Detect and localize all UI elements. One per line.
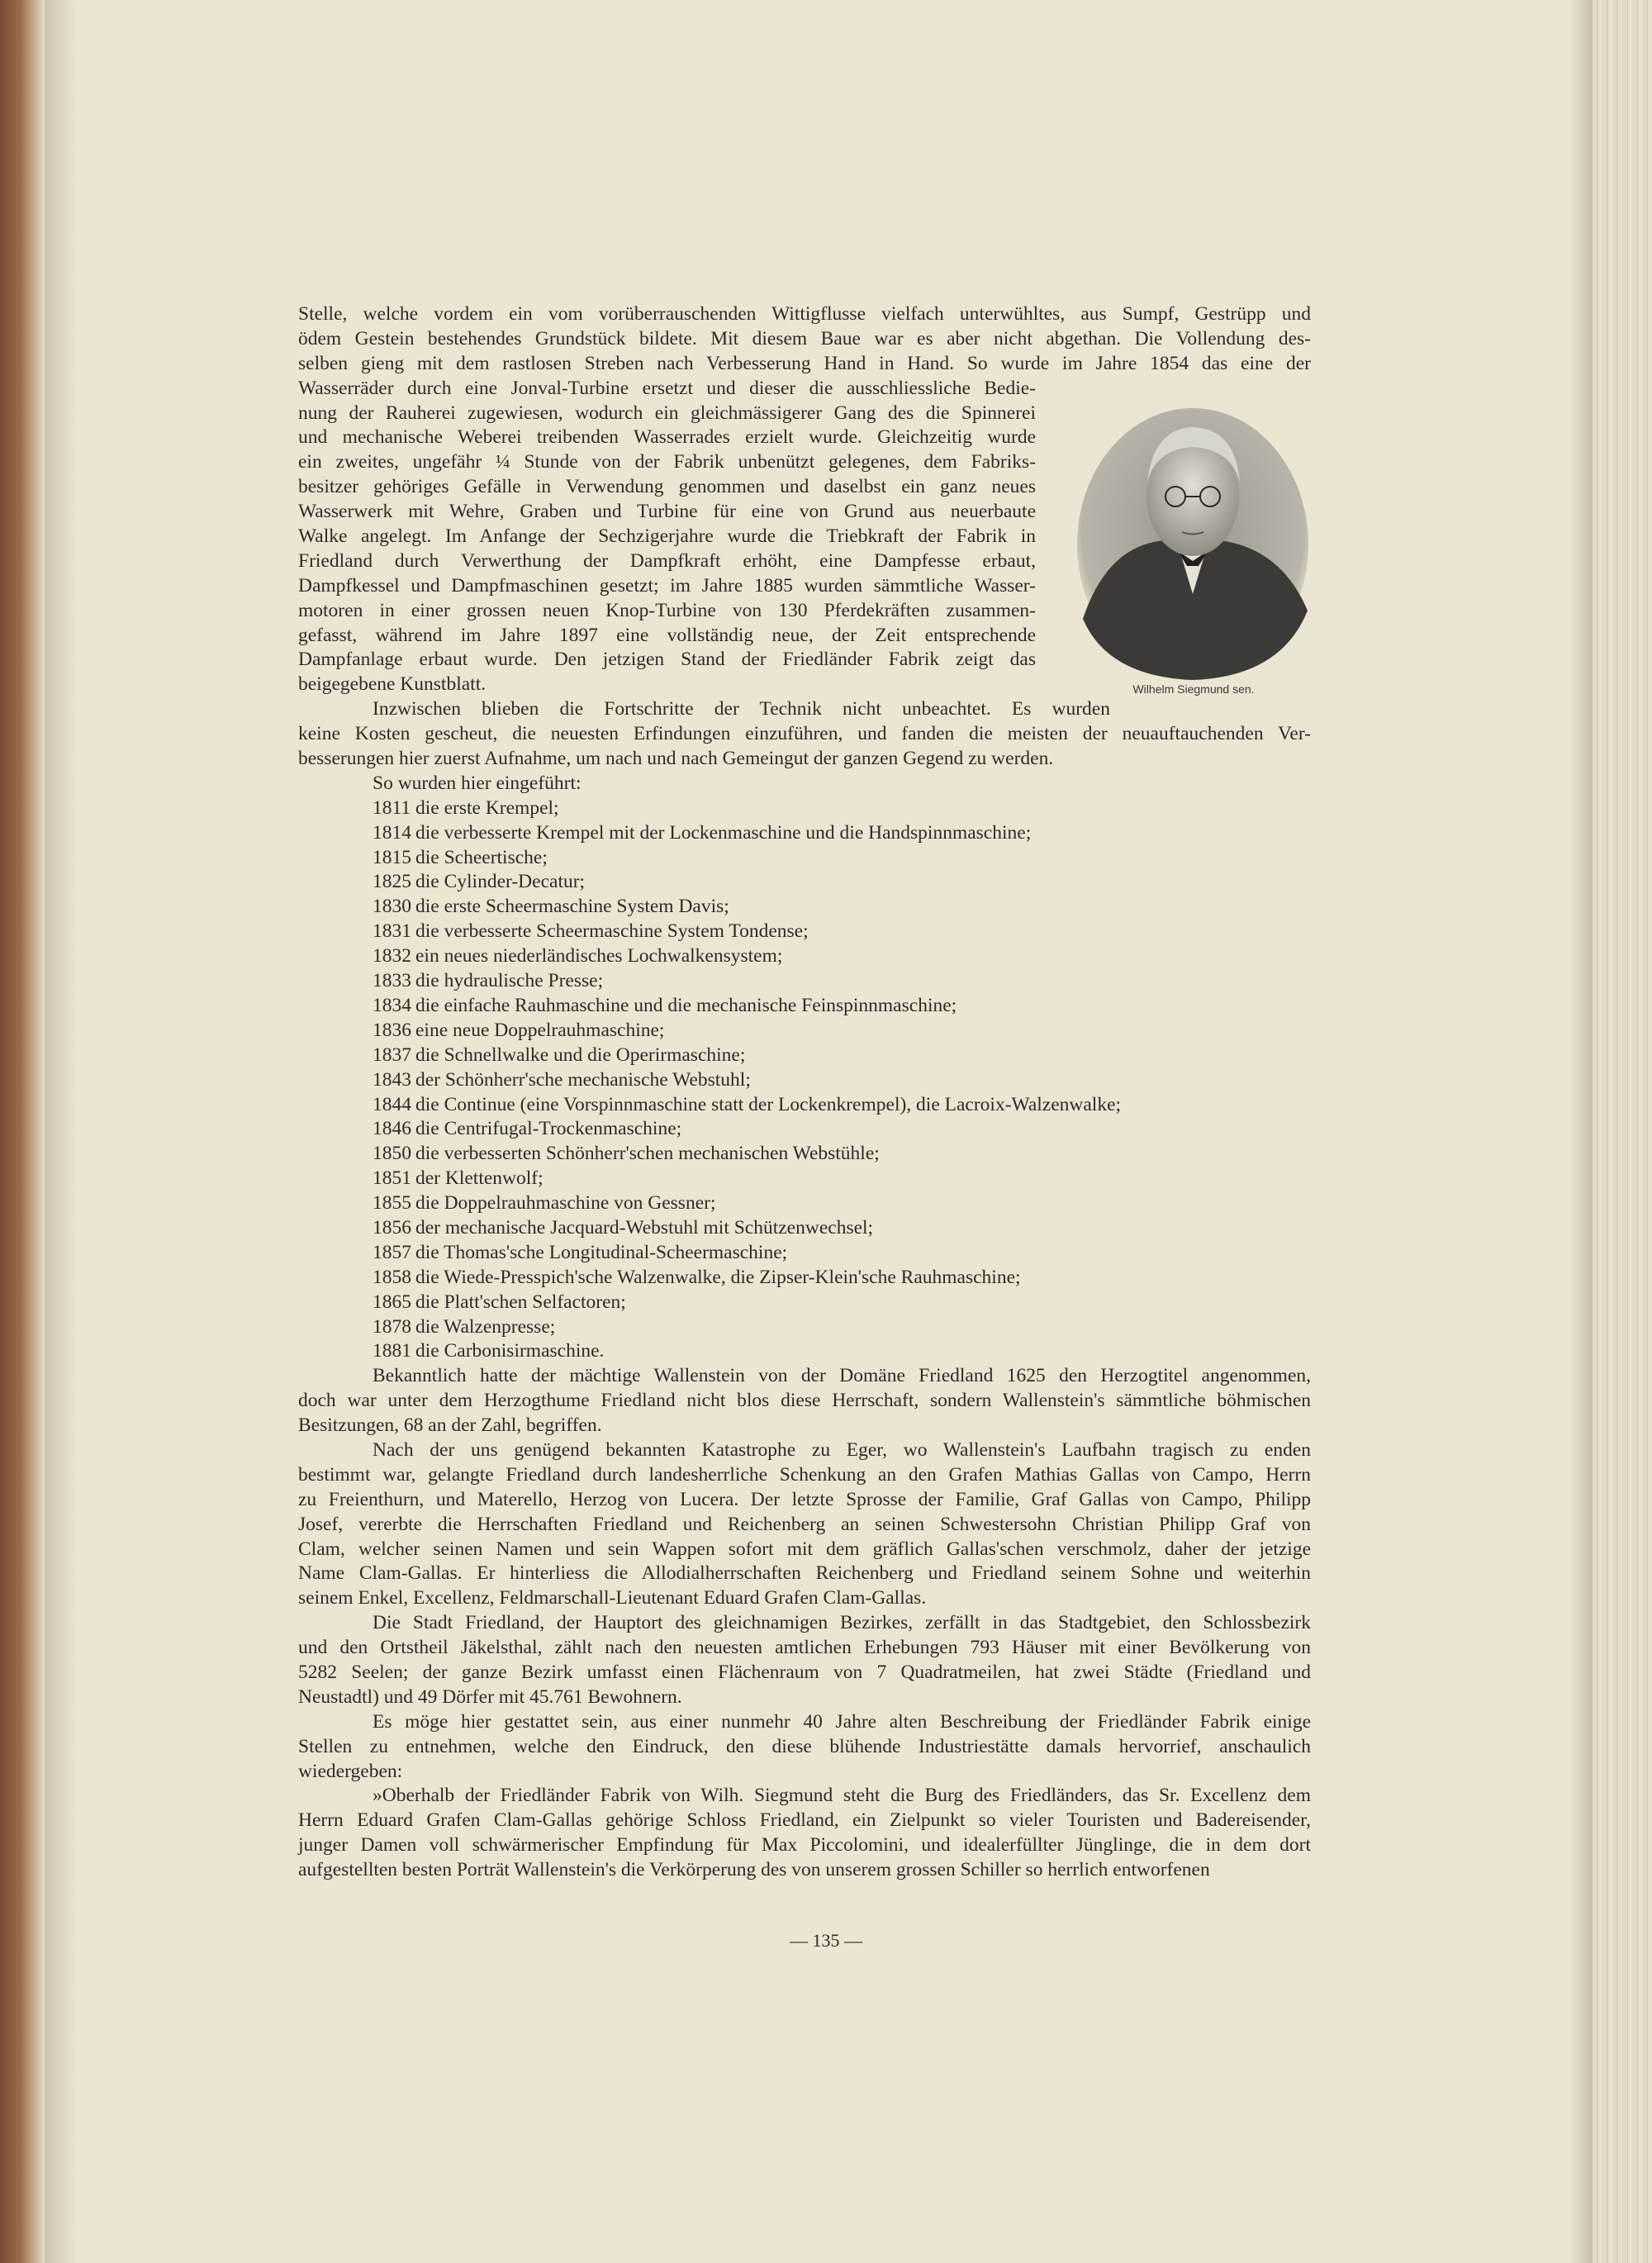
list-item [298, 944, 1311, 969]
item-year: 1834 [373, 994, 411, 1016]
text-line: Nach der uns genügend bekannten Katastrophe zu Eger, wo Wallenstein's Laufbahn tragisch zu enden [373, 1438, 1311, 1461]
item-year: 1836 [373, 1019, 411, 1041]
list-item [298, 821, 1311, 846]
list-item [298, 1019, 1311, 1044]
item-text: die Platt'schen Selfactoren; [415, 1291, 626, 1313]
inventions-list [298, 796, 1311, 1364]
text-line: besserungen hier zuerst Aufnahme, um nach und nach Gemeingut der ganzen Gegend zu werden. [298, 748, 1054, 770]
text-line: aufgestellten besten Porträt Wallenstein's die Verkörperung des von unserem grossen Schiller so herrlich entworfenen [298, 1859, 1210, 1881]
item-year: 1831 [373, 920, 411, 943]
item-year: 1856 [373, 1216, 411, 1238]
text-line: Herrn Eduard Grafen Clam-Gallas gehörige Schloss Friedland, ein Zielpunkt so vieler Touristen und Badereisender, [298, 1809, 1311, 1832]
text-line: doch war unter dem Herzogthume Friedland nicht blos diese Herrschaft, sondern Wallenstein's sämmtliche böhmischen [298, 1390, 1311, 1412]
list-item [298, 846, 1311, 871]
portrait-wilhelm-siegmund [1075, 404, 1311, 680]
item-year: 1832 [373, 945, 411, 967]
item-text: die Continue (eine Vorspinnmaschine statt der Lockenkrempel), die Lacroix-Walzenwalke; [415, 1093, 1122, 1115]
item-text: die verbesserte Scheermaschine System Tondense; [415, 920, 809, 943]
item-text: ein neues niederländisches Lochwalkensystem; [415, 945, 783, 967]
list-item [298, 1216, 1311, 1241]
item-text: die einfache Rauhmaschine und die mechanische Feinspinnmaschine; [415, 994, 957, 1016]
item-year: 1881 [373, 1340, 411, 1362]
text-line: motoren in einer grossen neuen Knop-Turbine von 130 Pferdekräften zusammen- [298, 599, 1036, 621]
list-item [298, 1068, 1311, 1093]
item-text: die Schnellwalke und die Operirmaschine; [415, 1044, 746, 1066]
text-line: und mechanische Weberei treibenden Wasserrades erzielt wurde. Gleichzeitig wurde [298, 426, 1036, 449]
item-text: die erste Scheermaschine System Davis; [415, 896, 729, 918]
paragraph [298, 1611, 1311, 1710]
item-text: die verbesserte Krempel mit der Lockenmaschine und die Handspinnmaschine; [415, 821, 1032, 844]
text-line: Neustadtl) und 49 Dörfer mit 45.761 Bewohnern. [298, 1685, 682, 1708]
page-stack-shadow [1568, 0, 1593, 2263]
item-year: 1846 [373, 1118, 411, 1140]
text-line: junger Damen voll schwärmerischer Empfindung für Max Piccolomini, und idealerfüllter Jünglinge, die in dem dort [298, 1834, 1311, 1857]
item-text: die Thomas'sche Longitudinal-Scheermaschine; [415, 1241, 788, 1263]
item-year: 1857 [373, 1241, 411, 1263]
list-item [298, 870, 1311, 895]
text-line: Josef, vererbte die Herrschaften Friedland und Reichenberg an seinen Schwestersohn Christian Philipp Graf von [298, 1513, 1311, 1535]
list-item [298, 1241, 1311, 1266]
book-binding-edge [0, 0, 45, 2263]
text-line: Wasserwerk mit Wehre, Graben und Turbine für eine von Grund aus neuerbaute [298, 501, 1036, 523]
list-item [298, 969, 1311, 994]
text-line: keine Kosten gescheut, die neuesten Erfindungen einzuführen, und fanden die meisten der neuauftauchenden Ver- [298, 723, 1311, 745]
text-line: und den Ortstheil Jäkelsthal, zählt nach den neuesten amtlichen Erhebungen 793 Häuser mit einer Bevölkerung von [298, 1637, 1311, 1659]
item-year: 1814 [373, 821, 411, 844]
list-item [298, 1142, 1311, 1167]
text-line: Clam, welcher seinen Namen und sein Wappen sofort mit dem gräflich Gallas'schen verschmolz, daher der jetzige [298, 1538, 1311, 1560]
text-line: Stelle, welche vordem ein vom vorüberrauschenden Wittigflusse vielfach unterwühltes, aus Sumpf, Gestrüpp und [298, 303, 1311, 325]
portrait-caption: Wilhelm Siegmund sen. [1132, 682, 1255, 696]
item-text: der mechanische Jacquard-Webstuhl mit Schützenwechsel; [415, 1216, 874, 1238]
list-item [298, 796, 1311, 821]
item-text: die Wiede-Presspich'sche Walzenwalke, die Zipser-Klein'sche Rauhmaschine; [415, 1266, 1021, 1288]
item-year: 1878 [373, 1315, 411, 1338]
text-line: beigegebene Kunstblatt. [298, 673, 487, 696]
item-year: 1830 [373, 896, 411, 918]
paragraph [298, 1438, 1311, 1611]
item-text: die Doppelrauhmaschine von Gessner; [415, 1192, 716, 1215]
paragraph [298, 1364, 1311, 1438]
list-item [298, 1266, 1311, 1291]
list-item [298, 1339, 1311, 1364]
text-line: Name Clam-Gallas. Er hinterliess die Allodialherrschaften Reichenberg und Friedland seinem Sohne und weiterhin [298, 1562, 1311, 1585]
item-year: 1851 [373, 1167, 411, 1190]
text-line: 5282 Seelen; der ganze Bezirk umfasst einen Flächenraum von 7 Quadratmeilen, hat zwei Städte (Friedland und [298, 1661, 1311, 1683]
text-line: Friedland durch Verwerthung der Dampfkraft erhöht, eine Dampfesse erbaut, [298, 549, 1036, 572]
item-text: der Klettenwolf; [415, 1167, 544, 1190]
list-item [298, 1291, 1311, 1315]
list-item [298, 1044, 1311, 1068]
list-item [298, 1093, 1311, 1118]
text-line: zu Freienthurn, und Materello, Herzog von Lucera. Der letzte Sprosse der Familie, Graf Gallas von Campo, Philipp [298, 1488, 1311, 1510]
list-item [298, 1191, 1311, 1216]
text-line: Dampfanlage erbaut wurde. Den jetzigen Stand der Friedländer Fabrik zeigt das [298, 649, 1036, 671]
item-text: der Schönherr'sche mechanische Webstuhl; [415, 1068, 751, 1091]
item-text: die Carbonisirmaschine. [415, 1340, 605, 1362]
paragraph [298, 1710, 1311, 1785]
text-line: Wasserräder durch eine Jonval-Turbine ersetzt und dieser die ausschliessliche Bedie- [298, 377, 1036, 399]
item-year: 1844 [373, 1093, 411, 1115]
text-line: selben gieng mit dem rastlosen Streben nach Verbesserung Hand in Hand. So wurde im Jahre 1854 das eine der [298, 352, 1311, 374]
text-line: bestimmt war, gelangte Friedland durch landesherrliche Schenkung an den Grafen Mathias Gallas von Campo, Herrn [298, 1463, 1311, 1486]
list-item [298, 1315, 1311, 1340]
item-year: 1865 [373, 1291, 411, 1313]
item-year: 1811 [373, 796, 411, 819]
paragraph [298, 697, 1311, 772]
page-number: — 135 — [790, 1930, 862, 1951]
item-year: 1858 [373, 1266, 411, 1288]
item-year: 1837 [373, 1044, 411, 1066]
item-text: die Cylinder-Decatur; [415, 871, 586, 893]
text-line: nung der Rauherei zugewiesen, wodurch ein gleichmässigerer Gang des die Spinnerei [298, 402, 1036, 424]
item-text: die erste Krempel; [415, 796, 559, 819]
text-line: seinem Enkel, Excellenz, Feldmarschall-Lieutenant Eduard Grafen Clam-Gallas. [298, 1587, 927, 1609]
inventions-intro: So wurden hier eingeführt: [373, 772, 582, 794]
text-line: Besitzungen, 68 an der Zahl, begriffen. [298, 1414, 602, 1437]
list-item [298, 994, 1311, 1019]
text-line: wiedergeben: [298, 1760, 403, 1782]
item-text: die Centrifugal-Trockenmaschine; [415, 1118, 682, 1140]
paragraph [298, 1784, 1311, 1883]
text-line: Dampfkessel und Dampfmaschinen gesetzt; im Jahre 1885 wurden sämmtliche Wasser- [298, 574, 1036, 597]
item-year: 1855 [373, 1192, 411, 1215]
text-line: Walke angelegt. Im Anfange der Sechzigerjahre wurde die Triebkraft der Fabrik in [298, 525, 1036, 548]
text-line: »Oberhalb der Friedländer Fabrik von Wilh. Siegmund steht die Burg des Friedländers, das Sr. Excellenz dem [373, 1785, 1311, 1807]
list-item [298, 920, 1311, 944]
item-text: die Walzenpresse; [415, 1315, 556, 1338]
item-text: eine neue Doppelrauhmaschine; [415, 1019, 665, 1041]
text-line: gefasst, während im Jahre 1897 eine vollständig neue, der Zeit entsprechende [298, 624, 1036, 646]
text-line: Bekanntlich hatte der mächtige Wallenstein von der Domäne Friedland 1625 den Herzogtitel angenommen, [373, 1365, 1311, 1387]
item-year: 1825 [373, 871, 411, 893]
text-line: ödem Gestein bestehendes Grundstück bildete. Mit diesem Baue war es aber nicht abgethan. Die Vollendung des- [298, 327, 1311, 349]
text-line: Es möge hier gestattet sein, aus einer nunmehr 40 Jahre alten Beschreibung der Friedländer Fabrik einige [373, 1710, 1311, 1733]
item-year: 1815 [373, 846, 411, 868]
text-line: Die Stadt Friedland, der Hauptort des gleichnamigen Bezirkes, zerfällt in das Stadtgebiet, den Schlossbezirk [373, 1612, 1311, 1634]
text-line: ein zweites, ungefähr ¼ Stunde von der Fabrik unbenützt gelegenes, dem Fabriks- [298, 451, 1036, 473]
item-year: 1850 [373, 1143, 411, 1165]
gutter-shadow [45, 0, 78, 2263]
item-year: 1843 [373, 1068, 411, 1091]
item-year: 1833 [373, 970, 411, 992]
list-item [298, 895, 1311, 920]
text-line: Inzwischen blieben die Fortschritte der Technik nicht unbeachtet. Es wurden [373, 698, 1110, 720]
text-line: Stellen zu entnehmen, welche den Eindruck, den diese blühende Industriestätte damals hervorrief, anschaulich [298, 1735, 1311, 1757]
list-item [298, 1167, 1311, 1191]
item-text: die verbesserten Schönherr'schen mechanischen Webstühle; [415, 1143, 880, 1165]
page-stack-edge [1593, 0, 1652, 2263]
list-item [298, 1117, 1311, 1142]
text-line: besitzer gehöriges Gefälle in Verwendung genommen und daselbst ein ganz neues [298, 476, 1036, 498]
item-text: die Scheertische; [415, 846, 548, 868]
item-text: die hydraulische Presse; [415, 970, 604, 992]
